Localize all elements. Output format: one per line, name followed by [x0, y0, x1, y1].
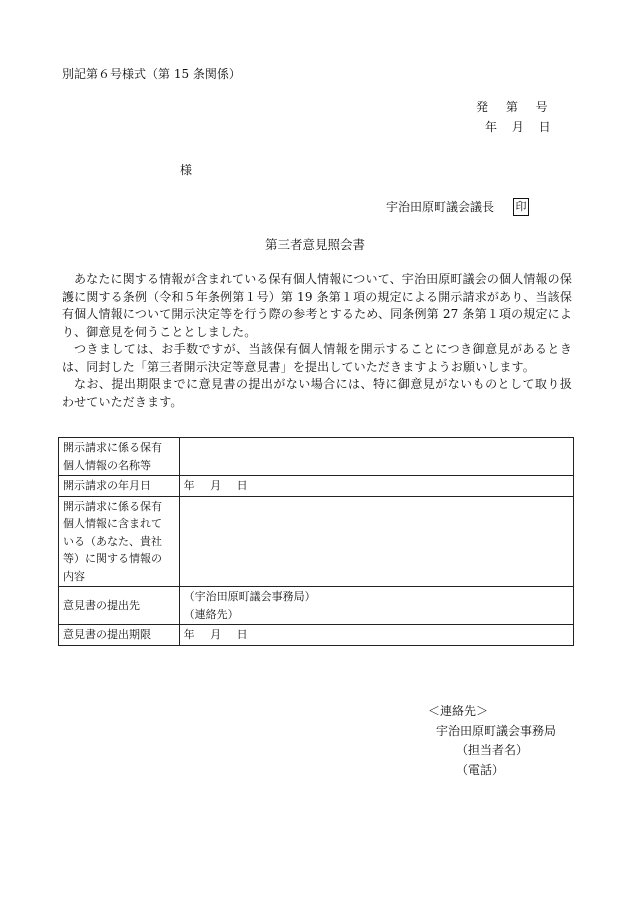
info-table: [58, 437, 574, 646]
contact-block: [428, 702, 556, 780]
table-row-requested-info-name: [59, 438, 574, 476]
body-paragraph-3: なお、提出期限までに意見書の提出がない場合には、特に御意見がないものとして取り扱わせていただきます。: [62, 377, 572, 409]
contact-office: 宇治田原町議会事務局: [436, 723, 557, 738]
body-text: [62, 271, 572, 411]
label-request-date: 開示請求の年月日: [59, 476, 180, 497]
table-row-submission-deadline: [59, 625, 574, 646]
contact-phone: （電話）: [456, 762, 505, 777]
value-submission-destination: （宇治田原町議会事務局） （連絡先）: [179, 587, 573, 625]
value-requested-info-name[interactable]: [179, 438, 573, 476]
table-row-info-content: [59, 496, 574, 587]
contact-heading: ＜連絡先＞: [428, 704, 489, 718]
issue-date: 年 月 日: [485, 120, 551, 134]
seal-stamp: 印: [513, 198, 529, 216]
table-row-submission-destination: [59, 587, 574, 625]
body-paragraph-2: つきましては、お手数ですが、当該保有個人情報を開示することにつき御意見があるときは、同封した「第三者開示決定等意見書」を提出していただきますようお願いします。: [62, 342, 572, 374]
form-label: 別記第６号様式（第 15 条関係）: [62, 67, 241, 81]
contact-person: （担当者名）: [456, 743, 529, 757]
label-info-content: 開示請求に係る保有 個人情報に含まれて いる（あなた、貴社 等）に関する情報の 内容: [59, 496, 180, 587]
value-submission-deadline[interactable]: 年 月 日: [179, 625, 573, 646]
table-row-request-date: [59, 476, 574, 497]
value-info-content[interactable]: [179, 496, 573, 587]
label-requested-info-name: 開示請求に係る保有 個人情報の名称等: [59, 438, 180, 476]
issue-number: 発 第 号: [476, 100, 548, 114]
value-request-date[interactable]: 年 月 日: [179, 476, 573, 497]
addressee: 様: [180, 163, 193, 177]
body-paragraph-1: あなたに関する情報が含まれている保有個人情報について、宇治田原町議会の個人情報の保護に関する条例（令和５年条例第１号）第 19 条第１項の規定による開示請求があり、当該保有個人情報について開示決定等を行う際の参考とするため、同条例第 27 条第１項の規定により、御意見を伺うこととしました。: [62, 272, 572, 339]
sender-name: 宇治田原町議会議長: [386, 200, 495, 214]
document-title: 第三者意見照会書: [264, 237, 365, 252]
label-submission-destination: 意見書の提出先: [59, 587, 180, 625]
label-submission-deadline: 意見書の提出期限: [59, 625, 180, 646]
